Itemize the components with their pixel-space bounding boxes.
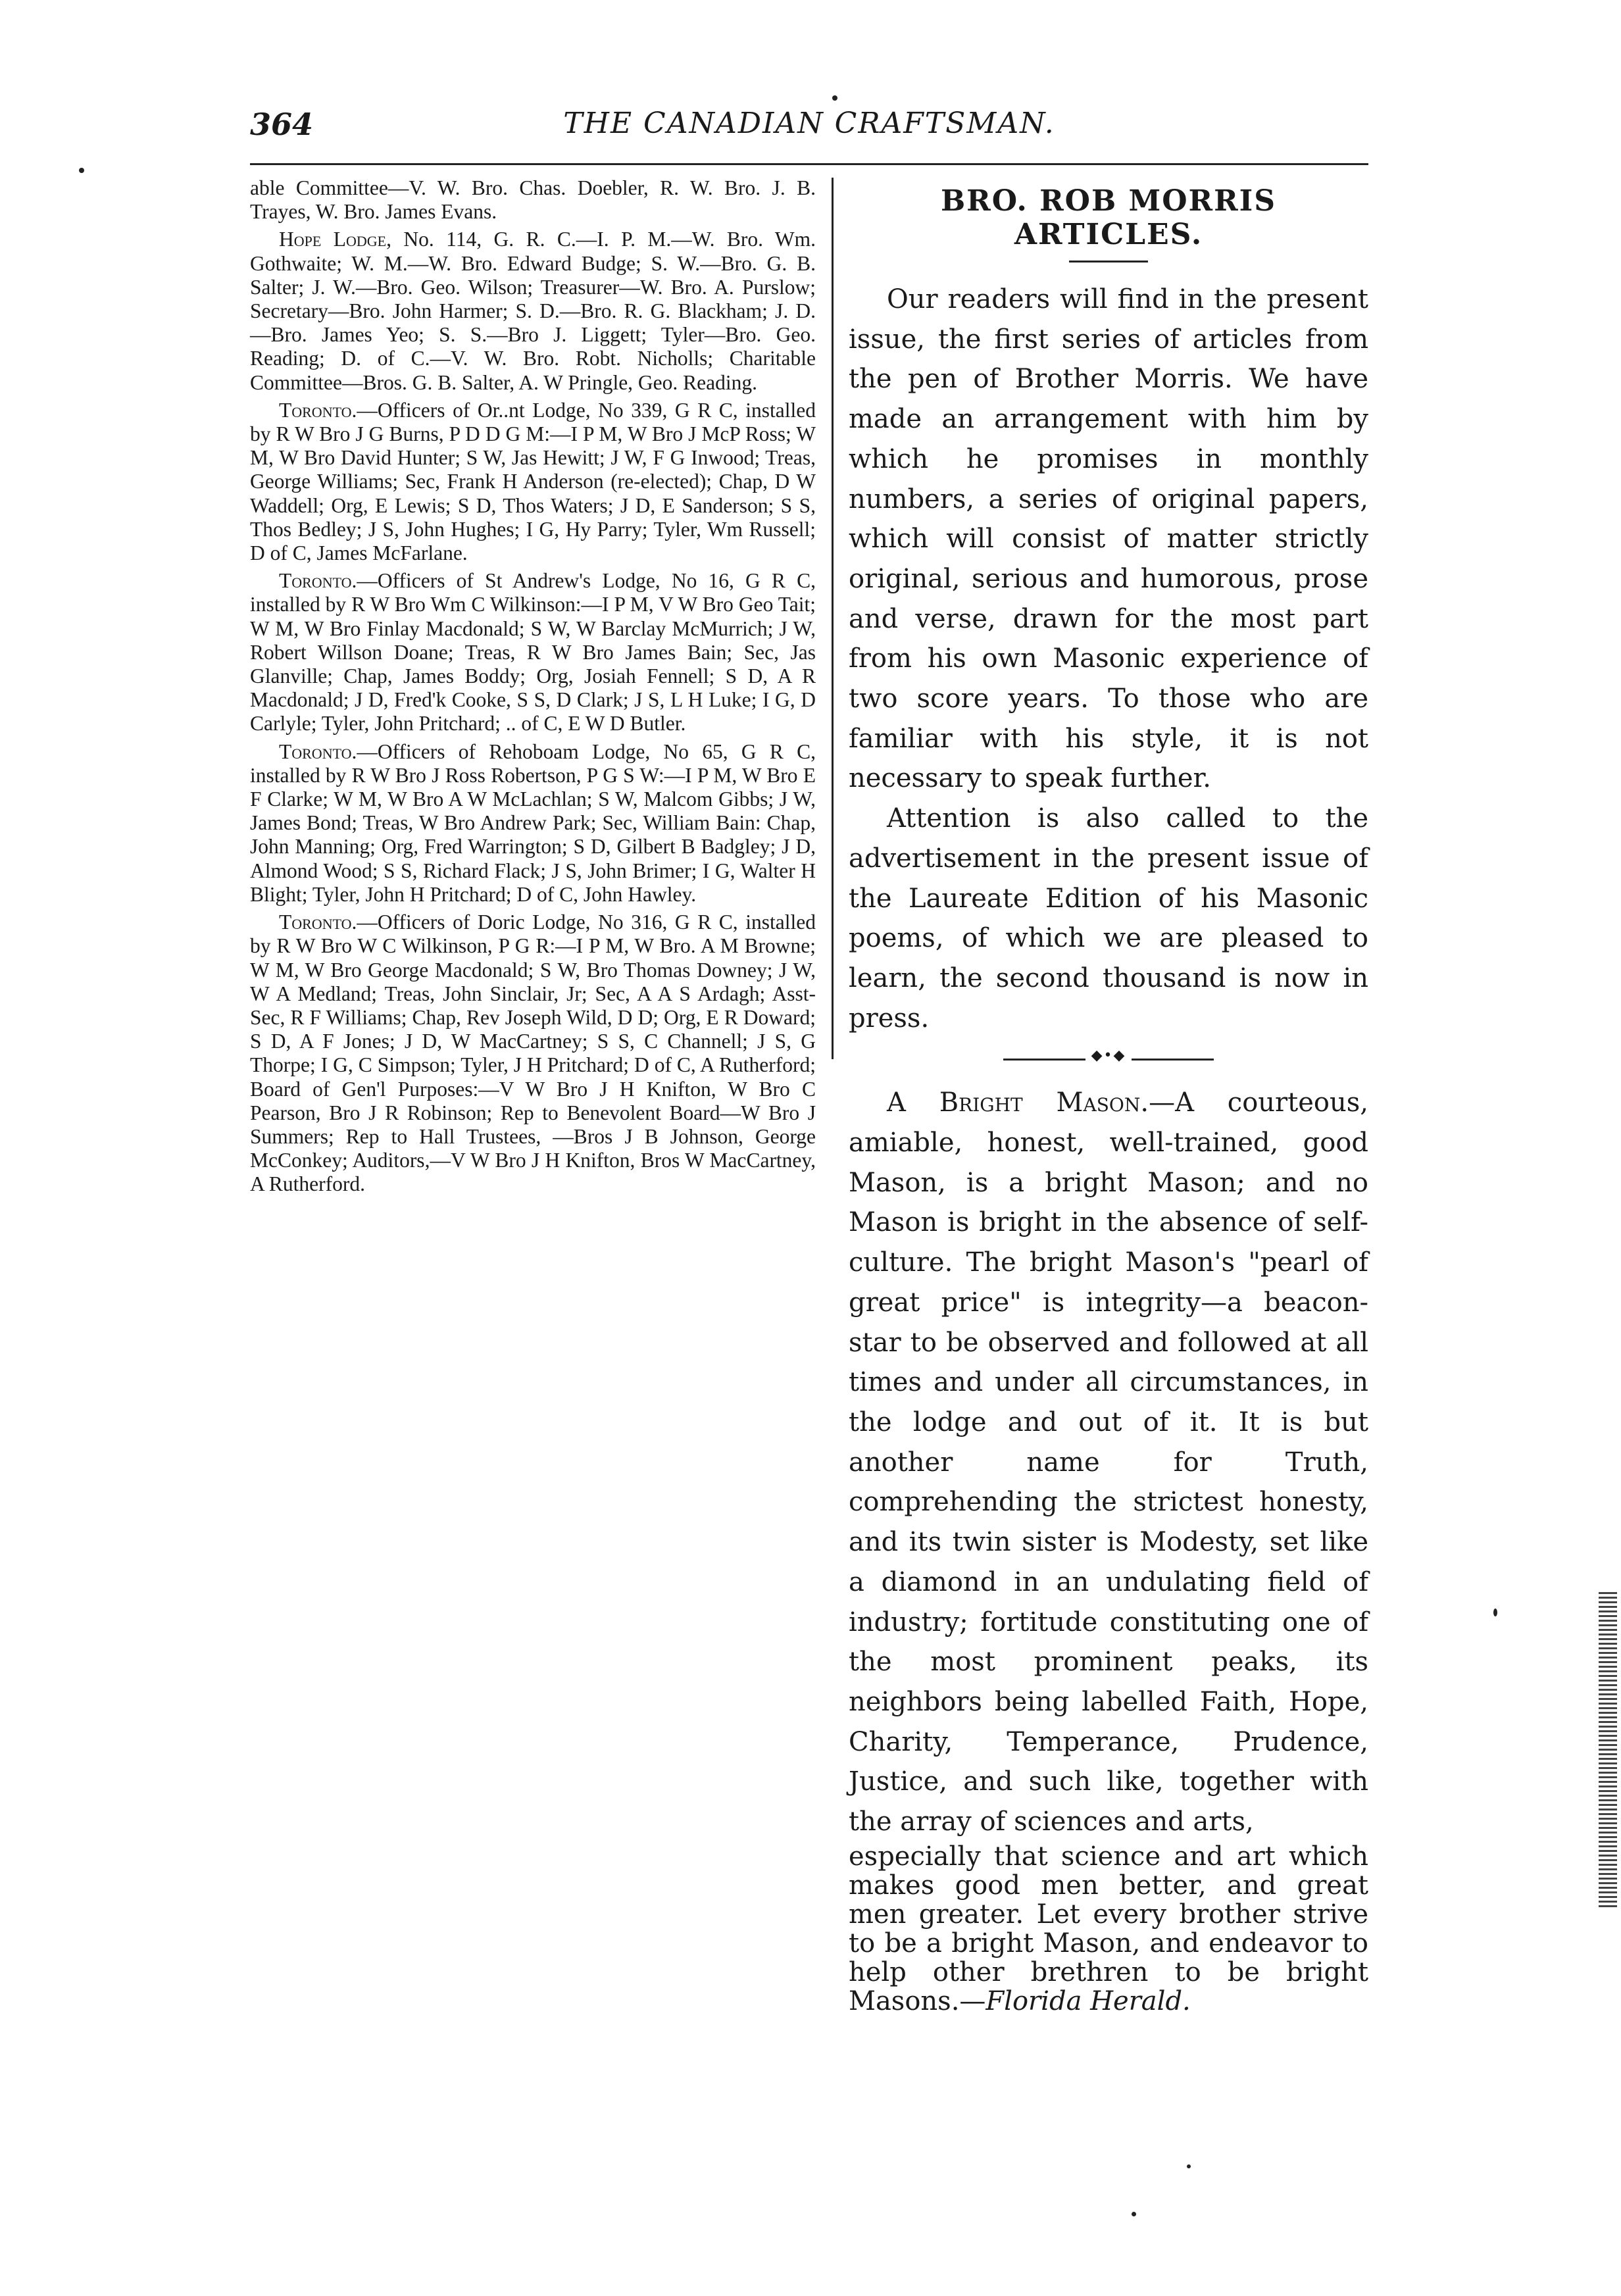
ornament-glyphs: ◆•◆: [1085, 1047, 1132, 1064]
lodge-lead: Toronto: [279, 911, 352, 934]
scan-speck: [1187, 2164, 1191, 2168]
lodge-officers: .—Officers of Rehoboam Lodge, No 65, G R C, installed by R W Bro J Ross Robertson, P G S W:—I P M, W Bro E F Clarke; W M, W Bro A W McLachlan; S W, Malcom Gibbs; J W, James Bond; Treas, W Bro Andrew Park; Sec, William Bain: Chap, John Manning; Org, Fred Warrington; S D, Gilbert B Badgley; J D, Almond Wood; S S, Richard Flack; J S, John Brimer; I G, Walter H Blight; Tyler, John H Pritchard; D of C, John Hawley.: [250, 739, 816, 906]
lodge-officers: .—Officers of St Andrew's Lodge, No 16, G R C, installed by R W Bro Wm C Wilkinson:—I P M, V W Bro Geo Tait; W M, W Bro Finlay Macdonald; S W, W Barclay McMurrich; J W, Robert Willson Doane; Treas, R W Bro James Bain; Sec, Jas Glanville; Chap, James Boddy; Org, Josiah Fennell; S D, A R Macdonald; J D, Fred'k Cooke, S S, D Clark; J S, L H Luke; I G, D Carlyle; Tyler, John Pritchard; .. of C, E W D Butler.: [250, 569, 816, 736]
source-citation: Florida Herald.: [985, 1985, 1191, 2016]
running-title: THE CANADIAN CRAFTSMAN.: [563, 107, 1055, 140]
lodge-lead: Toronto: [279, 569, 352, 593]
lodge-officers: , No. 114, G. R. C.—I. P. M.—W. Bro. Wm. Gothwaite; W. M.—W. Bro. Edward Budge; S. W.—Bro. G. B. Salter; J. W.—Bro. Geo. Wilson; Treasurer—W. Bro. A. Purslow; Secretary—Bro. John Harmer; S. D.—Bro. R. G. Blackham; J. D.—Bro. James Yeo; S. S.—Bro J. Liggett; Tyler—Bro. Geo. Reading; D. of C.—V. W. Bro. Robt. Nicholls; Charitable Committee—Bros. G. B. Salter, A. W Pringle, Geo. Reading.: [250, 228, 816, 394]
article-paragraph-2: Attention is also called to the advertisement in the present issue of the Laureate Edition of his Masonic poems, of which we are pleased to learn, the second thousand is now in press.: [849, 803, 1368, 1034]
bright-mason-text-cont: especially that science and art which makes good men better, and great men greater. Let every brother strive to be a bright Mason, and endeavor to help other brethren to be bright Masons.—: [849, 1841, 1368, 2016]
scan-speck: [79, 168, 84, 173]
scan-speck: [1493, 1609, 1497, 1616]
orient-lodge-paragraph: [250, 399, 816, 565]
header-rule: [250, 163, 1368, 165]
st-andrews-lodge-paragraph: [250, 569, 816, 736]
left-column: [250, 176, 816, 1201]
title-rule: [1069, 261, 1148, 262]
bright-mason-lead: A Bright Mason: [887, 1087, 1141, 1118]
right-column: [849, 184, 1368, 2016]
lodge-lead: Toronto: [279, 398, 352, 422]
bright-mason-paragraph: [849, 1083, 1368, 1841]
bright-mason-text: .—A courteous, amiable, honest, well-trained, good Mason, is a bright Mason; and no Mason is bright in the absence of self-culture. The bright Mason's "pearl of great price" is integrity—a beacon-star to be observed and followed at all times and under all circumstances, in the lodge and out of it. It is but another name for Truth, comprehending the strictest honesty, and its twin sister is Modesty, set like a diamond in an undulating field of industry; fortitude constituting one of the most prominent peaks, its neighbors being labelled Faith, Hope, Charity, Temperance, Prudence, Justice, and such like, together with the array of sciences and arts,: [849, 1087, 1368, 1837]
section-ornament: [1003, 1047, 1214, 1066]
hope-lodge-paragraph: [250, 228, 816, 394]
doric-lodge-paragraph: [250, 911, 816, 1196]
page-number: 364: [250, 107, 314, 142]
lodge-lead: Toronto: [279, 739, 352, 763]
scan-speck: [1132, 2212, 1136, 2216]
article-title: BRO. ROB MORRIS ARTICLES.: [940, 184, 1277, 251]
scan-speck: [832, 95, 837, 101]
lodge-officers: .—Officers of Or..nt Lodge, No 339, G R C, installed by R W Bro J G Burns, P D D G M:—I P M, W Bro J McP Ross; W M, W Bro David Hunter; S W, Jas Hewitt; J W, F G Inwood; Treas, George Williams; Sec, Frank H Anderson (re-elected); Chap, D W Waddell; Org, E Lewis; S D, Thos Waters; J D, E Sanderson; S S, Thos Bedley; J S, John Hughes; I G, Hy Parry; Tyler, Wm Russell; D of C, James McFarlane.: [250, 398, 816, 565]
lodge-lead: Hope Lodge: [279, 228, 387, 251]
page-header: [250, 107, 1368, 159]
column-divider: [832, 178, 834, 1059]
bright-mason-paragraph-cont: [849, 1842, 1368, 2016]
continued-paragraph: able Committee—V. W. Bro. Chas. Doebler, R. W. Bro. J. B. Trayes, W. Bro. James Evans.: [250, 176, 816, 224]
lodge-officers: .—Officers of Doric Lodge, No 316, G R C, installed by R W Bro W C Wilkinson, P G R:—I P M, W Bro. A M Browne; W M, W Bro George Macdonald; S W, Bro Thomas Downey; J W, W A Medland; Treas, John Sinclair, Jr; Sec, A A S Ardagh; Asst-Sec, R F Williams; Chap, Rev Joseph Wild, D D; Org, E R Doward; S D, A F Jones; J D, W MacCartney; S S, C Channell; J S, G Thorpe; I G, C Simpson; Tyler, J H Pritchard; D of C, A Rutherford; Board of Gen'l Purposes:—V W Bro J H Knifton, W Bro C Pearson, Bro J R Robinson; Rep to Benevolent Board—W Bro J Summers; Rep to Hall Trustees, —Bros J B Johnson, George McConkey; Auditors,—V W Bro J H Knifton, Bros W MacCartney, A Rutherford.: [250, 911, 816, 1196]
rehoboam-lodge-paragraph: [250, 740, 816, 907]
scan-edge-strip: [1599, 1592, 1617, 1908]
article-paragraph-1: Our readers will find in the present issue, the first series of articles from the pen of Brother Morris. We have made an arrangement with him by which he promises in monthly numbers, a series of original papers, which will consist of matter strictly original, serious and humorous, prose and verse, drawn for the most part from his own Masonic experience of two score years. To those who are familiar with his style, it is not necessary to speak further.: [849, 284, 1368, 794]
